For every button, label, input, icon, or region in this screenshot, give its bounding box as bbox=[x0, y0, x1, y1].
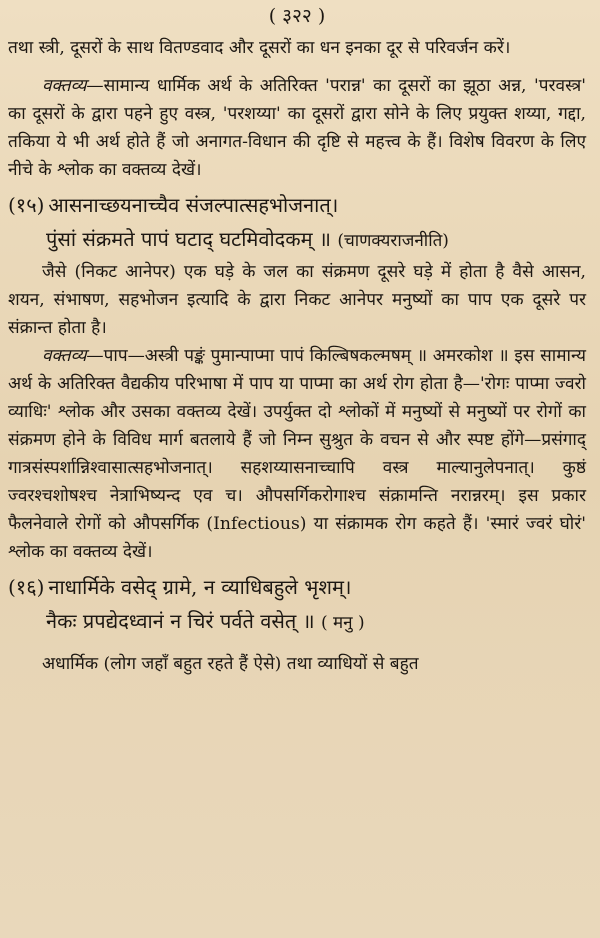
verse-16-line-1 bbox=[8, 570, 586, 604]
verse-15-line-2-text: पुंसां संक्रमते पापं घटाद् घटमिवोदकम् ॥ bbox=[46, 227, 331, 251]
verse-16-line-2 bbox=[8, 604, 586, 640]
verse-15 bbox=[8, 188, 586, 258]
verse-16 bbox=[8, 570, 586, 640]
paragraph-3: जैसे (निकट आनेपर) एक घड़े के जल का संक्रमण दूसरे घड़े में होता है वैसे आसन, शयन, संभाषण, सहभोजन इत्यादि के द्वारा निकट आनेपर मनुष्यों का पाप एक दूसरे पर संक्रान्त होता है। bbox=[8, 262, 586, 338]
verse-15-line-1 bbox=[8, 188, 586, 222]
verse-16-line-1-text: नाधार्मिके वसेद् ग्रामे, न व्याधिबहुले भृशम्। bbox=[48, 575, 352, 599]
commentary-text-2: पाप—अस्त्री पङ्कं पुमान्पाप्मा पापं किल्बिषकल्मषम् ॥ अमरकोश ॥ इस सामान्य अर्थ के अतिरिक्त वैद्यकीय परिभाषा में पाप या पाप्मा का अर्थ रोग होता है—'रोगः पाप्मा ज्वरो व्याधिः' श्लोक और उसका वक्तव्य देखें। उपर्युक्त दो श्लोकों में मनुष्यों से मनुष्यों पर रोगों का संक्रमण होने के विविध मार्ग बतलाये हैं जो निम्न सुश्रुत के वचन से और स्पष्ट होंगे—प्रसंगाद् गात्रसंस्पर्शान्निश्वासात्सहभोजनात्। सहशय्यासनाच्चापि वस्त्र माल्यानुलेपनात्। कुष्ठं ज्वरश्चशोषश्च नेत्राभिष्यन्द एव च। औपसर्गिकरोगाश्च संक्रामन्ति नरान्नरम्। इस प्रकार फैलनेवाले रोगों को औपसर्गिक (Infectious) या संक्रामक रोग कहते हैं। 'स्मारं ज्वरं घोरं' श्लोक का वक्तव्य देखें। bbox=[8, 346, 586, 562]
verse-15-number: (१५) bbox=[8, 193, 45, 217]
paragraph-4 bbox=[8, 342, 586, 566]
paragraph-2 bbox=[8, 72, 586, 184]
verse-15-line-1-text: आसनाच्छयनाच्चैव संजल्पात्सहभोजनात्। bbox=[48, 193, 339, 217]
page-number: ( ३२२ ) bbox=[268, 5, 326, 27]
commentary-label: वक्तव्य— bbox=[42, 76, 104, 96]
verse-15-line-2 bbox=[8, 222, 586, 258]
paragraph-1: तथा स्त्री, दूसरों के साथ वितण्डवाद और दूसरों का धन इनका दूर से परिवर्जन करें। bbox=[8, 38, 511, 58]
paragraph-5: अधार्मिक (लोग जहाँ बहुत रहते हैं ऐसे) तथा व्याधियों से बहुत bbox=[42, 654, 419, 674]
commentary-label-2: वक्तव्य— bbox=[42, 346, 104, 366]
verse-16-line-2-text: नैकः प्रपद्येदध्वानं न चिरं पर्वते वसेत् ॥ bbox=[46, 609, 315, 633]
verse-16-number: (१६) bbox=[8, 575, 45, 599]
verse-15-source: (चाणक्यराजनीति) bbox=[337, 231, 449, 251]
verse-16-source: ( मनु ) bbox=[320, 613, 365, 633]
commentary-text: सामान्य धार्मिक अर्थ के अतिरिक्त 'परान्न' का दूसरों का झूठा अन्न, 'परवस्त्र' का दूसरों के द्वारा पहने हुए वस्त्र, 'परशय्या' का दूसरों द्वारा सोने के लिए प्रयुक्त शय्या, गद्दा, तकिया ये भी अर्थ होते हैं जो अनागत-विधान की दृष्टि से महत्त्व के हैं। विशेष विवरण के लिए नीचे के श्लोक का वक्तव्य देखें। bbox=[8, 76, 586, 180]
